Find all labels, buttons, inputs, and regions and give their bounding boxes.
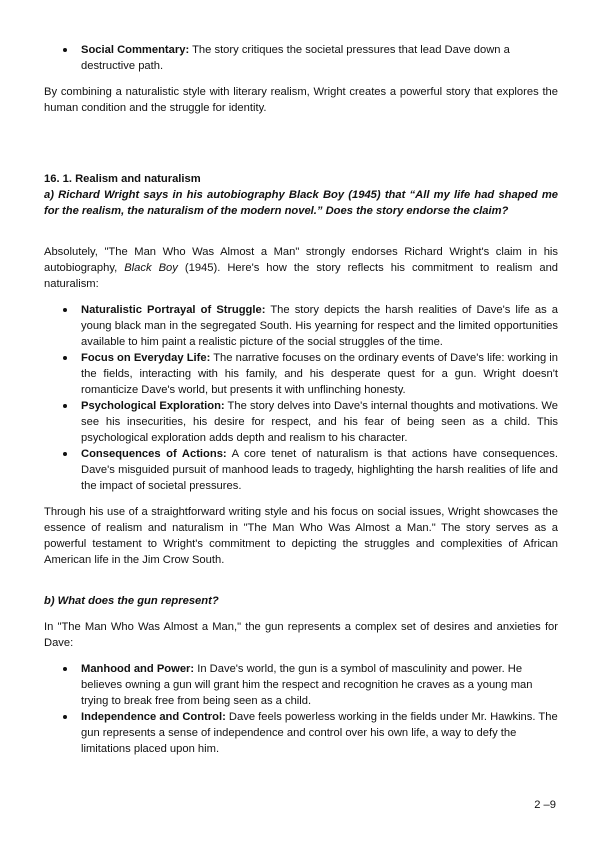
gun-bullet-list [44,661,558,757]
list-item-label: Manhood and Power: [81,663,195,675]
list-item-label: Psychological Exploration: [81,400,225,412]
list-item-label: Social Commentary: [81,44,190,56]
conclusion-paragraph: By combining a naturalistic style with literary realism, Wright creates a powerful story that explores the human condition and the struggle for identity. [44,86,558,114]
answer-a-intro-before: Absolutely, "The Man Who Was Almost a Man" strongly endorses Richard Wright's claim in his autobiography, [44,246,558,274]
list-item [44,42,558,74]
list-item-label: Independence and Control: [81,711,226,723]
answer-a-intro [44,244,558,292]
book-title: Black Boy [124,262,178,274]
list-item [44,350,558,398]
list-item-label: Naturalistic Portrayal of Struggle: [81,304,266,316]
list-item-text: Dave feels powerless working in the fields under Mr. Hawkins. The gun represents a sense of independence and control over his own life, a way to defy the limitations placed upon him. [81,711,558,755]
document-page [44,38,558,757]
summary-a-paragraph: Through his use of a straightforward writing style and his focus on social issues, Wright showcases the essence of realism and naturalism in "The Man Who Was Almost a Man." The story serves as a powerful testament to Wright's commitment to depicting the struggles and complexities of African American life in the Jim Crow South. [44,506,558,566]
list-item-label: Focus on Everyday Life: [81,352,211,364]
question-b: b) What does the gun represent? [44,595,219,607]
list-item-text: The narrative focuses on the ordinary events of Dave's life: working in the fields, interacting with his family, and his desperate quest for a gun. Wright doesn't romanticize Dave's world, but presents it with unflinching honesty. [81,352,558,396]
list-item-label: Consequences of Actions: [81,448,227,460]
question-a: a) Richard Wright says in his autobiography Black Boy (1945) that “All my life had shaped me for the realism, the naturalism of the modern novel.” Does the story endorse the claim? [44,189,558,217]
list-item [44,661,558,709]
list-item [44,709,558,757]
top-bullet-list [44,42,558,74]
answer-b-intro: In "The Man Who Was Almost a Man," the gun represents a complex set of desires and anxieties for Dave: [44,621,558,649]
list-item-text: In Dave's world, the gun is a symbol of masculinity and power. He believes owning a gun will grant him the respect and recognition he craves as a young man trying to break free from being seen as a child. [81,663,533,707]
list-item [44,398,558,446]
list-item [44,446,558,494]
list-item-text: A core tenet of naturalism is that actions have consequences. Dave's misguided pursuit of manhood leads to tragedy, highlighting the harsh realities of life and the impact of societal pressures. [81,448,558,492]
realism-bullet-list [44,302,558,494]
list-item-text: The story depicts the harsh realities of Dave's life as a young black man in the segregated South. His yearning for respect and the limited opportunities available to him paint a realistic picture of the social struggles of the time. [81,304,558,348]
list-item-text: The story delves into Dave's internal thoughts and motivations. We see his insecurities, his desire for respect, and his fear of being seen as a child. This psychological exploration adds depth and realism to his character. [81,400,558,444]
answer-a-intro-after: (1945). Here's how the story reflects his commitment to realism and naturalism: [44,262,559,290]
list-item [44,302,558,350]
list-item-text: The story critiques the societal pressures that lead Dave down a destructive path. [81,44,510,72]
page-number: 2 –9 [534,799,556,811]
section-heading: 16. 1. Realism and naturalism [44,173,201,185]
